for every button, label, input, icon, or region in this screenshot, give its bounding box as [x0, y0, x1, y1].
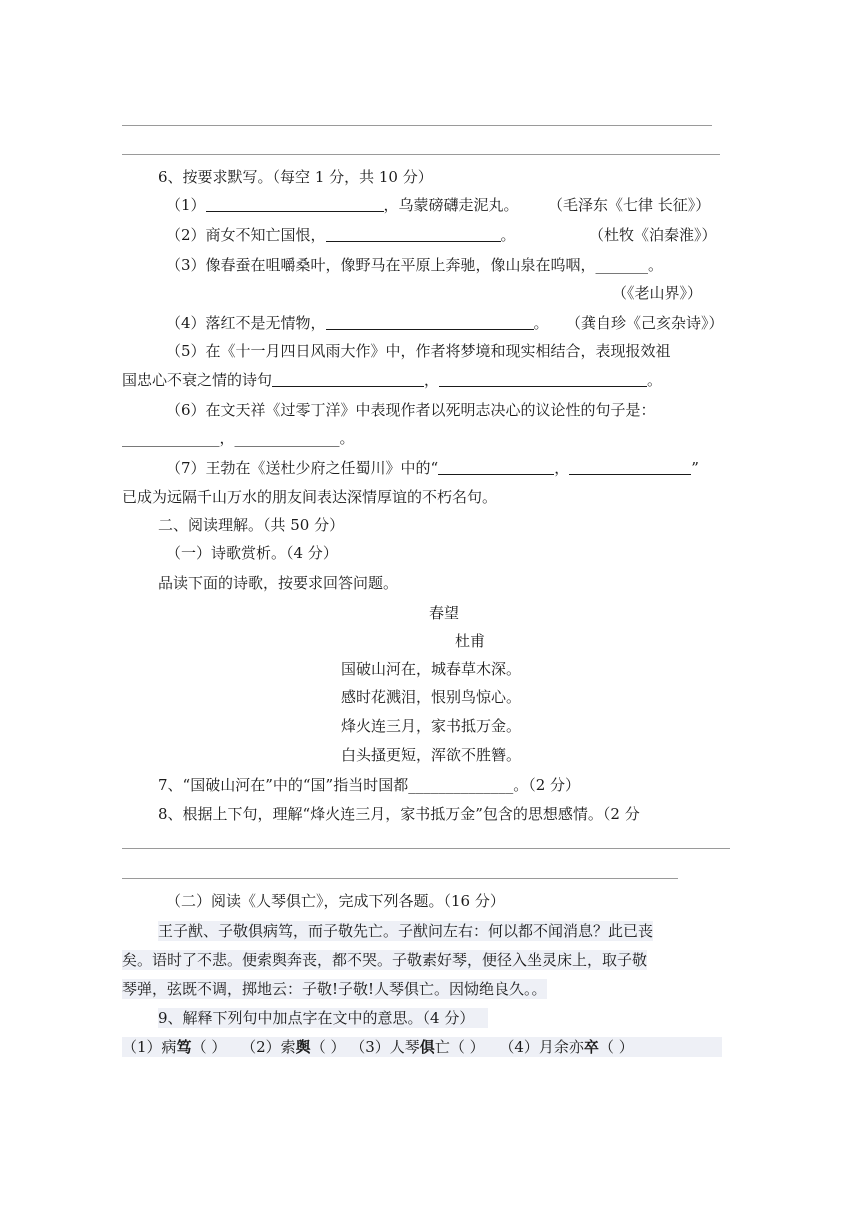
- q6-item-1: （1） ，乌蒙磅礴走泥丸。: [166, 196, 519, 214]
- q6-item-5-line2: 国忠心不衰之情的诗句 ， 。: [122, 371, 663, 389]
- section-2-title: 二、阅读理解。（共 50 分）: [158, 516, 345, 534]
- fill-blank[interactable]: [206, 196, 384, 212]
- fill-blank[interactable]: [439, 371, 647, 387]
- fill-blank[interactable]: [326, 314, 534, 330]
- poem-line: 感时花溅泪，恨别鸟惊心。: [341, 688, 522, 706]
- q6-item-2-source: （杜牧《泊秦淮》）: [589, 226, 717, 244]
- fill-blank[interactable]: [326, 226, 501, 242]
- answer-line: [122, 154, 720, 155]
- answer-line: [122, 878, 678, 879]
- q6-item-4: （4）落红不是无情物， 。: [166, 314, 549, 332]
- poem-line: 白头搔更短，浑欲不胜簪。: [341, 746, 522, 764]
- q6-item-4-source: （龚自珍《己亥杂诗》）: [566, 314, 724, 332]
- q6-item-2: （2）商女不知亡国恨， 。: [166, 226, 516, 244]
- q9-item-4: （4）月余亦卒（ ）: [499, 1038, 634, 1056]
- part-2-title: （二）阅读《人琴俱亡》，完成下列各题。（16 分）: [166, 892, 505, 910]
- q6-item-7-line2: 已成为远隔千山万水的朋友间表达深情厚谊的不朽名句。: [122, 488, 498, 506]
- q6-item-5-line1: （5）在《十一月四日风雨大作》中，作者将梦境和现实相结合，表现报效祖: [166, 342, 671, 360]
- fill-blank[interactable]: ______________: [234, 429, 340, 447]
- q6-item-6-line1: （6）在文天祥《过零丁洋》中表现作者以死明志决心的议论性的句子是：: [166, 401, 656, 419]
- q7: 7、“国破山河在”中的“国”指当时国都______________。（2 分）: [158, 776, 581, 794]
- answer-line: [122, 125, 712, 126]
- poem-line: 国破山河在，城春草木深。: [341, 660, 522, 678]
- passage-line: 琴弹，弦既不调，掷地云：子敬!子敬!人琴俱亡。因恸绝良久。。: [122, 980, 547, 998]
- passage-line: 矣。语时了不悲。便索舆奔丧，都不哭。子敬素好琴，便径入坐灵床上，取子敬: [122, 951, 648, 969]
- answer-line: [122, 848, 730, 849]
- q6-item-7-line1: （7）王勃在《送杜少府之任蜀川》中的“ ， ”: [166, 459, 699, 477]
- q6-item-1-source: （毛泽东《七律 长征》）: [548, 196, 711, 214]
- q8: 8、根据上下句，理解“烽火连三月，家书抵万金”包含的思想感情。（2 分: [158, 805, 640, 823]
- q6-item-3: （3）像春蚕在咀嚼桑叶，像野马在平原上奔驰，像山泉在呜咽，_______。: [166, 256, 664, 274]
- poem-line: 烽火连三月，家书抵万金。: [341, 717, 522, 735]
- fill-blank[interactable]: ______________: [408, 776, 514, 794]
- fill-blank[interactable]: [569, 459, 691, 475]
- q9-title: 9、解释下列句中加点字在文中的意思。（4 分）: [158, 1008, 488, 1028]
- poem-title: 春望: [428, 604, 459, 622]
- section-2-part-1: （一）诗歌赏析。（4 分）: [166, 544, 338, 562]
- poem-author: 杜甫: [454, 632, 485, 650]
- q9-item-2: （2）索舆（ ）: [241, 1038, 346, 1056]
- fill-blank[interactable]: [272, 371, 424, 387]
- q6-item-6-line2: _____________，______________。: [122, 429, 355, 447]
- fill-blank[interactable]: _____________: [122, 429, 220, 447]
- fill-blank[interactable]: [438, 459, 554, 475]
- q9-item-1: （1）病笃（ ）: [122, 1038, 227, 1056]
- q9-items: [122, 1037, 722, 1057]
- q6-title: 6、按要求默写。（每空 1 分，共 10 分）: [158, 168, 433, 186]
- fill-blank[interactable]: _______: [595, 256, 649, 274]
- q6-item-3-source: （《老山界》）: [612, 284, 703, 302]
- section-2-instruction: 品读下面的诗歌，按要求回答问题。: [158, 574, 399, 592]
- passage-line: 王子猷、子敬俱病笃，而子敬先亡。子猷问左右：何以都不闻消息？此已丧: [158, 922, 654, 940]
- q9-item-3: （3）人琴俱亡（ ）: [350, 1038, 485, 1056]
